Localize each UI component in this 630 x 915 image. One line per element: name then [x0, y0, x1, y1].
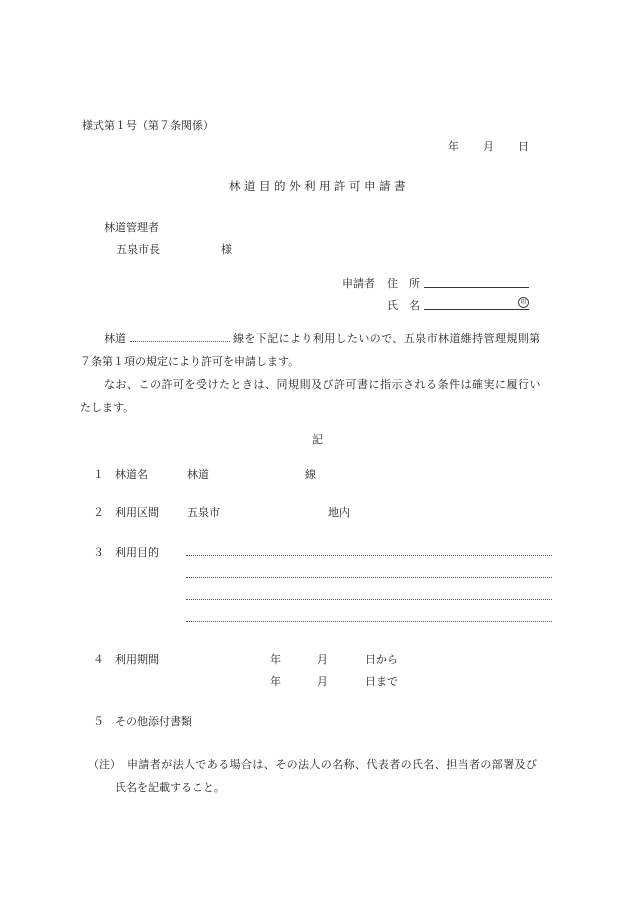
item3-label: 利用目的 — [115, 546, 159, 559]
seal-mark: 印 — [518, 297, 529, 308]
item3-number: ３ — [93, 546, 104, 559]
name-field[interactable] — [424, 309, 529, 310]
item5-number: ５ — [93, 715, 104, 728]
item2-prefix: 五泉市 — [187, 506, 220, 519]
note-line2: 氏名を記載すること。 — [115, 781, 225, 794]
period-from-year: 年 — [270, 653, 281, 666]
address-field[interactable] — [424, 287, 529, 288]
ki-label: 記 — [312, 433, 323, 446]
para1-prefix: 林道 — [104, 332, 126, 345]
item4-number: ４ — [93, 653, 104, 666]
period-to-month: 月 — [317, 675, 328, 688]
date-month-label: 月 — [483, 140, 494, 153]
period-to-year: 年 — [270, 675, 281, 688]
note-label: （注） — [88, 758, 121, 771]
item2-number: ２ — [93, 506, 104, 519]
address-label: 住 所 — [387, 277, 420, 290]
applicant-label: 申請者 — [342, 277, 375, 290]
period-from-month: 月 — [317, 653, 328, 666]
mayor-label: 五泉市長 — [116, 243, 160, 256]
item1-prefix: 林道 — [187, 468, 209, 481]
document-title: 林道目的外利用許可申請書 — [229, 179, 409, 193]
note-line1: 申請者が法人である場合は、その法人の名称、代表者の氏名、担当者の部署及び — [127, 758, 538, 771]
honorific: 様 — [221, 243, 232, 256]
item4-label: 利用期間 — [115, 653, 159, 666]
period-from-day: 日から — [365, 653, 398, 666]
period-to-day: 日まで — [365, 675, 398, 688]
item1-number: １ — [93, 468, 104, 481]
date-year-label: 年 — [448, 140, 459, 153]
item5-label: その他添付書類 — [115, 715, 192, 728]
form-number: 様式第１号（第７条関係） — [82, 119, 214, 132]
para2-line1: なお、この許可を受けたときは、同規則及び許可書に指示される条件は確実に履行い — [104, 378, 541, 391]
item2-suffix: 地内 — [328, 506, 350, 519]
purpose-line-1[interactable] — [186, 555, 552, 556]
item2-label: 利用区間 — [115, 506, 159, 519]
para1-text: 線を下記により利用したいので、五泉市林道維持管理規則第 — [233, 332, 541, 345]
admin-label: 林道管理者 — [104, 221, 159, 234]
item1-label: 林道名 — [115, 468, 148, 481]
date-day-label: 日 — [518, 140, 529, 153]
purpose-line-4[interactable] — [186, 621, 552, 622]
purpose-line-3[interactable] — [186, 599, 552, 600]
para1-line2: ７条第１項の規定により許可を申請します。 — [80, 355, 300, 368]
purpose-line-2[interactable] — [186, 577, 552, 578]
para2-line2: たします。 — [80, 401, 135, 414]
rindo-name-field[interactable] — [130, 341, 230, 342]
name-label: 氏 名 — [387, 299, 420, 312]
item1-suffix: 線 — [305, 468, 316, 481]
